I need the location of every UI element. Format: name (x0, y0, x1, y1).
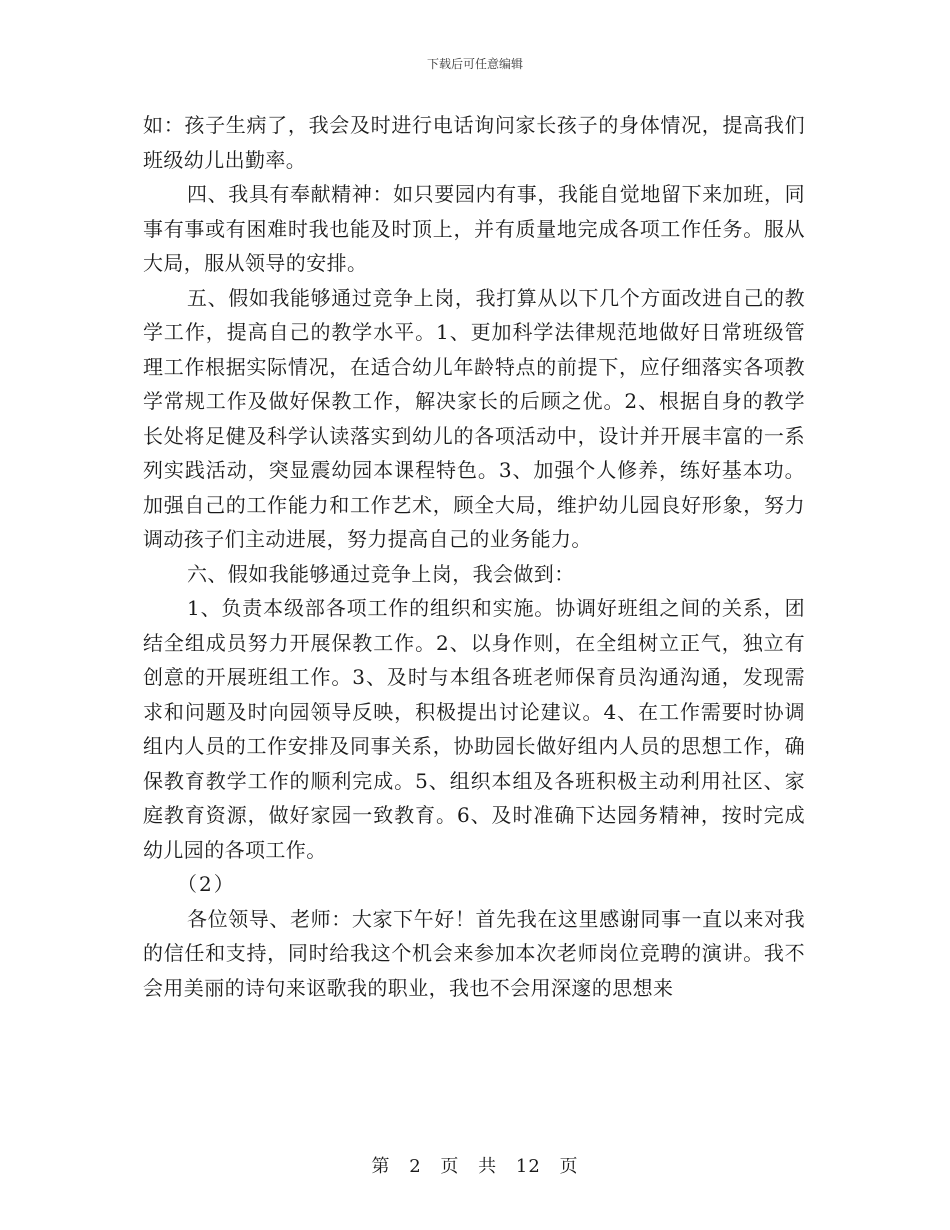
footer-total-pages: 12 (515, 1156, 541, 1177)
footer-page-number: 2 (409, 1156, 422, 1177)
page-footer (0, 1152, 950, 1178)
footer-suffix: 页 (559, 1156, 579, 1177)
document-body (143, 108, 805, 1005)
header-note: 下载后可任意编辑 (426, 57, 523, 71)
paragraph-5: 1、负责本级部各项工作的组织和实施。协调好班组之间的关系，团结全组成员努力开展保教工作。2、以身作则，在全组树立正气，独立有创意的开展班组工作。3、及时与本组各班老师保育员沟通沟通，发现需求和问题及时向园领导反映，积极提出讨论建议。4、在工作需要时协调组内人员的工作安排及同事关系，协助园长做好组内人员的思想工作，确保教育教学工作的顺利完成。5、组织本组及各班积极主动利用社区、家庭教育资源，做好家园一致教育。6、及时准确下达园务精神，按时完成幼儿园的各项工作。 (143, 596, 805, 862)
footer-page-label: 页 (440, 1156, 460, 1177)
footer-total-label: 共 (478, 1156, 498, 1177)
paragraph-4: 六、假如我能够通过竞争上岗，我会做到： (187, 561, 575, 586)
paragraph-6: 各位领导、老师：大家下午好！首先我在这里感谢同事一直以来对我的信任和支持，同时给我这个机会来参加本次老师岗位竞聘的演讲。我不会用美丽的诗句来讴歌我的职业，我也不会用深邃的思想来 (143, 906, 805, 1000)
paragraph-3: 五、假如我能够通过竞争上岗，我打算从以下几个方面改进自己的教学工作，提高自己的教学水平。1、更加科学法律规范地做好日常班级管理工作根据实际情况，在适合幼儿年龄特点的前提下，应仔细落实各项教学常规工作及做好保教工作，解决家长的后顾之优。2、根据自身的教学长处将足健及科学认读落实到幼儿的各项活动中，设计并开展丰富的一系列实践活动，突显震幼园本课程特色。3、加强个人修养，练好基本功。加强自己的工作能力和工作艺术，顾全大局，维护幼儿园良好形象，努力调动孩子们主动进展，努力提高自己的业务能力。 (143, 285, 805, 551)
section-number: （2） (177, 872, 236, 896)
paragraph-2: 四、我具有奉献精神：如只要园内有事，我能自觉地留下来加班，同事有事或有困难时我也能及时顶上，并有质量地完成各项工作任务。服从大局，服从领导的安排。 (143, 182, 805, 275)
footer-prefix: 第 (371, 1156, 391, 1177)
paragraph-1: 如：孩子生病了，我会及时进行电话询问家长孩子的身体情况，提高我们班级幼儿出勤率。 (143, 113, 805, 172)
